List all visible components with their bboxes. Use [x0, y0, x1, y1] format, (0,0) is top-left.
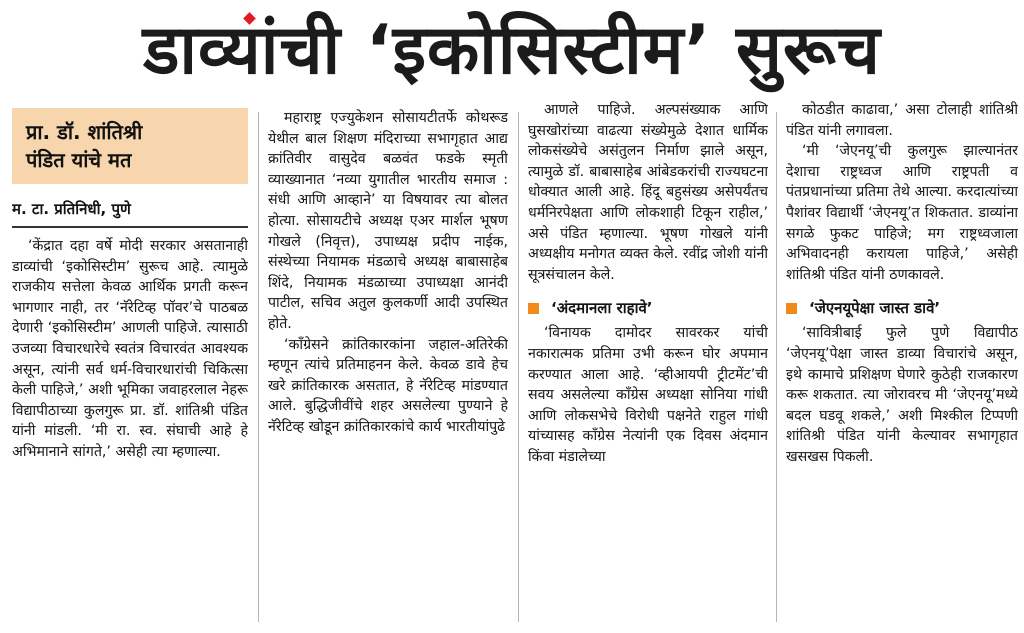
reporter-credit: म. टा. प्रतिनिधी, पुणे [12, 198, 248, 228]
subheading [786, 297, 1018, 319]
paragraph: ‘सावित्रीबाई फुले पुणे विद्यापीठ ‘जेएनयू’पेक्षा जास्त डाव्या विचारांचे असून, इथे कामाचे प्रशिक्षण घेणारे कुठेही राजकारण करू शकतात. त्या जोरावरच मी ‘जेएनयू’मध्ये बदल घडवू शकले,’ अशी मिश्कील टिप्पणी शांतिश्री पंडित यांनी केल्यावर सभागृहात खसखस पिकली. [786, 325, 1018, 465]
paragraph: कोठडीत काढावा,’ असा टोलाही शांतिश्री पंडित यांनी लगावला. [786, 102, 1018, 139]
byline-line: पंडित यांचे मत [26, 148, 132, 172]
article-column-2 [268, 108, 508, 628]
paragraph: ‘काँग्रेसने क्रांतिकारकांना जहाल-अतिरेकी म्हणून त्यांचे प्रतिमाहनन केले. केवळ डावे हेच खरे क्रांतिकारक असतात, हे नॅरेटिव्ह मांडण्यात आले. बुद्धिजीवींचे शहर असलेल्या पुण्याने हे नॅरेटिव्ह खोडून क्रांतिकारकांचे कार्य भारतीयांपुढे [268, 336, 508, 435]
paragraph: ‘मी ‘जेएनयू’ची कुलगुरू झाल्यानंतर देशाचा राष्ट्रध्वज आणि राष्ट्रपती व पंतप्रधानांच्या प्रतिमा तेथे आल्या. करदात्यांच्या पैशांवर विद्यार्थी ‘जेएनयू’त शिकतात. डाव्यांना सगळे फुकट पाहिजे; मग राष्ट्रध्वजाला अभिवादनही करायला पाहिजे,’ असेही शांतिश्री पंडित यांनी ठणकावले. [786, 143, 1018, 283]
byline-box [12, 108, 248, 184]
subheading-text: ‘जेएनयूपेक्षा जास्त डावे’ [809, 299, 941, 318]
article-column-4 [786, 100, 1018, 620]
paragraph: आणले पाहिजे. अल्पसंख्याक आणि घुसखोरांच्या वाढत्या संख्येमुळे देशात धार्मिक लोकसंख्येचे असंतुलन निर्माण झाले असून, त्यामुळे डॉ. बाबासाहेब आंबेडकरांची राज्यघटना धोक्यात आली आहे. हिंदू बहुसंख्य असेपर्यंतच धर्मनिरपेक्षता आणि लोकशाही टिकून राहील,’ असे पंडित म्हणाल्या. भूषण गोखले यांनी अध्यक्षीय मनोगत व्यक्त केले. रवींद्र जोशी यांनी सूत्रसंचालन केले. [528, 102, 768, 283]
paragraph: महाराष्ट्र एज्युकेशन सोसायटीतर्फे कोथरूड येथील बाल शिक्षण मंदिराच्या सभागृहात आद्य क्रांतिवीर वासुदेव बळवंत फडके स्मृती व्याख्यानात ‘नव्या युगातील भारतीय समाज : संधी आणि आव्हाने’ या विषयावर त्या बोलत होत्या. सोसायटीचे अध्यक्ष एअर मार्शल भूषण गोखले (निवृत्त), उपाध्यक्ष प्रदीप नाईक, संस्थेच्या नियामक मंडळाचे अध्यक्ष बाबासाहेब शिंदे, नियामक मंडळाच्या उपाध्यक्षा आनंदी पाटील, सचिव अतुल कुलकर्णी आदी उपस्थित होते. [268, 110, 508, 332]
article-column-3 [528, 100, 768, 620]
square-bullet-icon [528, 303, 539, 314]
column-divider [776, 112, 777, 622]
column-divider [518, 112, 519, 622]
paragraph: ‘केंद्रात दहा वर्षे मोदी सरकार असतानाही डाव्यांची ‘इकोसिस्टीम’ सुरूच आहे. त्यामुळे राजकीय सत्तेला केवळ आर्थिक प्रगती करून भागणार नाही, तर ‘नॅरेटिव्ह पॉवर’चे पाठबळ देणारी ‘इकोसिस्टीम’ आणली पाहिजे. त्यासाठी उजव्या विचारधारेचे स्वतंत्र विचारवंत आवश्यक असून, त्यांनी सर्व धर्म-विचारधारांची चिकित्सा केली पाहिजे,’ अशी भूमिका जवाहरलाल नेहरू विद्यापीठाच्या कुलगुरू प्रा. डॉ. शांतिश्री पंडित यांनी मांडली. ‘मी रा. स्व. संघाची आहे हे अभिमानाने सांगते,’ असेही त्या म्हणाल्या. [12, 238, 248, 460]
article-column-1 [12, 108, 248, 628]
column-divider [258, 112, 259, 622]
paragraph: ‘विनायक दामोदर सावरकर यांची नकारात्मक प्रतिमा उभी करून घोर अपमान करण्यात आला आहे. ‘व्हीआयपी ट्रीटमेंट’ची सवय असलेल्या काँग्रेस अध्यक्षा सोनिया गांधी आणि लोकसभेचे विरोधी पक्षनेते राहुल गांधी यांच्यासह काँग्रेस नेत्यांनी एक दिवस अंदमान किंवा मंडालेच्या [528, 325, 768, 465]
subheading-text: ‘अंदमानला राहावे’ [551, 299, 653, 318]
subheading [528, 297, 768, 319]
headline: डाव्यांची ‘इकोसिस्टीम’ सुरूच [143, 11, 881, 90]
square-bullet-icon [786, 303, 797, 314]
byline-line: प्रा. डॉ. शांतिश्री [26, 120, 143, 144]
